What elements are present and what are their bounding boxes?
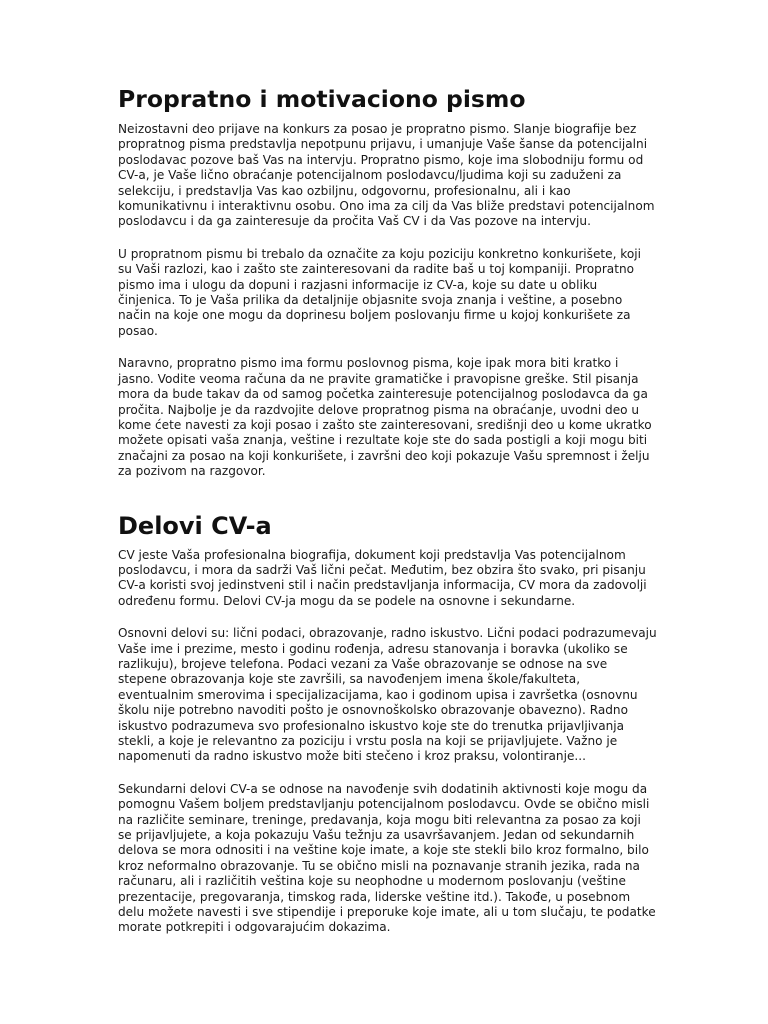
- paragraph: Neizostavni deo prijave na konkurs za posao je propratno pismo. Slanje biografije bez propratnog pisma predstavlja nepotpunu prijavu, i umanjuje Vaše šanse da potencijalni poslodavac pozove baš Vas na intervju. Propratno pismo, koje ima slobodniju formu od CV-a, je Vaše lično obraćanje potencijalnom poslodavcu/ljudima koji su zaduženi za selekciju, i predstavlja Vas kao ozbiljnu, odgovornu, profesionalnu, ali i kao komunikativnu i interaktivnu osobu. Ono ima za cilj da Vas bliže predstavi potencijalnom poslodavcu i da ga zainteresuje da pročita Vaš CV i da Vas pozove na intervju.: [118, 122, 655, 229]
- paragraph: Naravno, propratno pismo ima formu poslovnog pisma, koje ipak mora biti kratko i jasno. Vodite veoma računa da ne pravite gramatičke i pravopisne greške. Stil pisanja mora da bude takav da od samog početka zainteresuje potencijalnog poslodavca da ga pročita. Najbolje je da razdvojite delove propratnog pisma na obraćanje, uvodni deo u kome ćete navesti za koji posao i zašto ste zainteresovani, središnji deo u kome ukratko možete opisati vaša znanja, veštine i rezultate koje ste do sada postigli a koji mogu biti značajni za posao na koji konkurišete, i završni deo koji pokazuje Vašu spremnost i želju za pozivom na razgovor.: [118, 356, 652, 479]
- section-title-cover-letter: Propratno i motivaciono pismo: [118, 85, 526, 113]
- paragraph: CV jeste Vaša profesionalna biografija, dokument koji predstavlja Vas potencijalnom poslodavcu, i mora da sadrži Vaš lični pečat. Međutim, bez obzira što svako, pri pisanju CV-a koristi svoj jedinstveni stil i način predstavljanja informacija, CV mora da zadovolji određenu formu. Delovi CV-ja mogu da se podele na osnovne i sekundarne.: [118, 547, 647, 608]
- paragraph: U propratnom pismu bi trebalo da označite za koju poziciju konkretno konkurišete, koji su Vaši razlozi, kao i zašto ste zainteresovani da radite baš u toj kompaniji. Propratno pismo ima i ulogu da dopuni i razjasni informacije iz CV-a, koje su date u obliku činjenica. To je Vaša prilika da detaljnije objasnite svoja znanja i veštine, a posebno način na koje one mogu da doprinesu boljem poslovanju firme u kojoj konkurišete za posao.: [118, 246, 641, 338]
- document-page: [118, 84, 658, 953]
- paragraph: Osnovni delovi su: lični podaci, obrazovanje, radno iskustvo. Lični podaci podrazumevaju Vaše ime i prezime, mesto i godinu rođenja, adresu stanovanja i boravka (ukoliko se razlikuju), brojeve telefona. Podaci vezani za Vaše obrazovanje se odnose na sve stepene obrazovanja koje ste završili, sa navođenjem imena škole/fakulteta, eventualnim smerovima i specijalizacijama, kao i godinom upisa i završetka (osnovnu školu nije potrebno navoditi pošto je osnovnoškolsko obrazovanje obavezno). Radno iskustvo podrazumeva svo profesionalno iskustvo koje ste do trenutka prijavljivanja stekli, a koje je relevantno za poziciju i vrstu posla na koji se prijavljujete. Važno je napomenuti da radno iskustvo može biti stečeno i kroz praksu, volontiranje...: [118, 626, 657, 764]
- section-title-cv-parts: Delovi CV-a: [118, 511, 272, 540]
- paragraph: Sekundarni delovi CV-a se odnose na navođenje svih dodatinih aktivnosti koje mogu da pomognu Vašem boljem predstavljanju potencijalnom poslodavcu. Ovde se obično misli na različite seminare, treninge, predavanja, koja mogu biti relevantna za posao za koji se prijavljujete, a koja pokazuju Vašu težnju za usavršavanjem. Jedan od sekundarnih delova se mora odnositi i na veštine koje imate, a koje ste stekli bilo kroz formalno, bilo kroz neformalno obrazovanje. Tu se obično misli na poznavanje stranih jezika, rada na računaru, ali i različitih veština koje su neophodne u modernom poslovanju (veštine prezentacije, pregovaranja, timskog rada, liderske veštine itd.). Takođe, u posebnom delu možete navesti i sve stipendije i preporuke koje imate, ali u tom slučaju, te podatke morate potkrepiti i odgovarajućim dokazima.: [118, 781, 656, 935]
